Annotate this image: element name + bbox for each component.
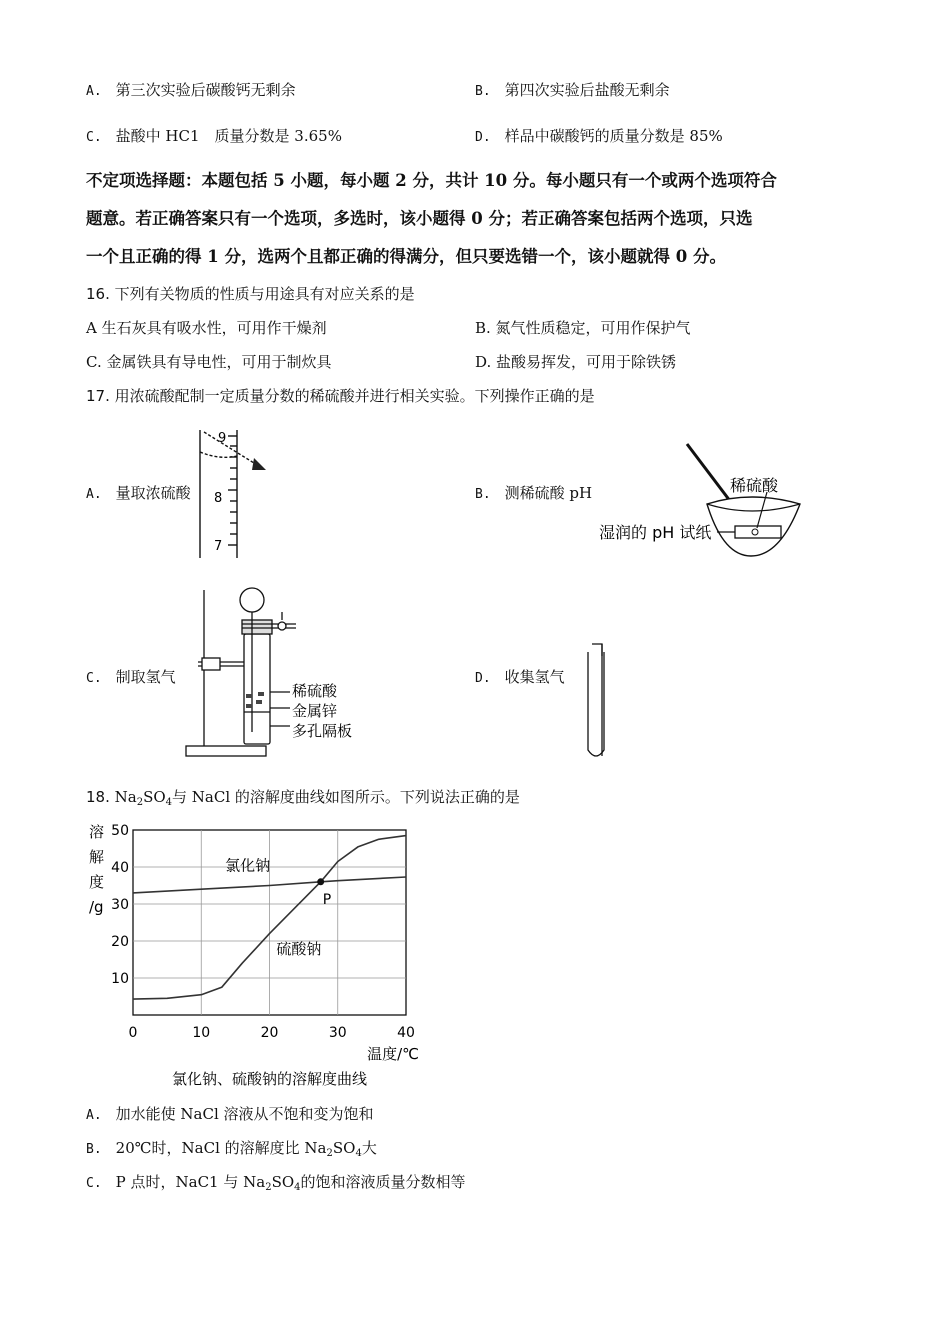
eye-icon [252, 458, 266, 470]
q18-option-b-label: B. [86, 1142, 102, 1157]
q18-option-b-pre: 20℃时，NaCl 的溶解度比 Na [115, 1139, 327, 1157]
q17-option-b-label: B. [475, 487, 491, 502]
solubility-chart [86, 820, 426, 1090]
nacl-series-label: 氯化钠 [225, 856, 271, 875]
q17-option-d-label: D. [475, 671, 491, 686]
test-tube-figure [580, 640, 620, 766]
section-instructions-line-2: 题意。若正确答案只有一个选项，多选时，该小题得 0 分；若正确答案包括两个选项，只选 [86, 209, 753, 228]
cylinder-mark-7: 7 [214, 539, 223, 554]
q17-number: 17 [86, 387, 106, 405]
x-tick-label: 0 [128, 1025, 138, 1041]
q17-option-d [475, 667, 565, 689]
q18-number: 18 [86, 788, 106, 806]
q17-option-c-label: C. [86, 671, 102, 686]
hydrogen-apparatus-figure [180, 584, 365, 762]
q18-stem [86, 787, 520, 807]
q15-option-d [475, 126, 723, 148]
q15-option-d-text: 样品中碳酸钙的质量分数是 85% [504, 127, 723, 145]
q18-option-c-label: C. [86, 1176, 102, 1191]
na2so4-series-label: 硫酸钠 [276, 939, 322, 958]
q15-option-b-text: 第四次实验后盐酸无剩余 [504, 81, 670, 99]
q16-option-a: A 生石灰具有吸水性，可用作干燥剂 [86, 319, 327, 337]
point-p-label: P [322, 891, 332, 908]
apparatus-acid-label: 稀硫酸 [292, 682, 338, 700]
y-tick-label: 10 [111, 971, 129, 987]
q15-option-a-label: A. [86, 84, 102, 99]
q16-stem-text: . 下列有关物质的性质与用途具有对应关系的是 [105, 285, 415, 303]
chart-title: 氯化钠、硫酸钠的溶解度曲线 [171, 1070, 368, 1088]
q15-option-b-label: B. [475, 84, 491, 99]
y-axis-label-char: 溶 [89, 823, 105, 841]
y-axis-label-char: /g [89, 898, 104, 916]
cylinder-mark-9: 9 [218, 431, 227, 446]
q18-option-b [86, 1138, 377, 1160]
q17-stem-text: . 用浓硫酸配制一定质量分数的稀硫酸并进行相关实验。下列操作正确的是 [105, 387, 595, 405]
q15-option-a [86, 80, 296, 102]
q16-stem [86, 284, 415, 304]
y-axis-label-char: 解 [89, 848, 105, 866]
x-axis-label: 温度/℃ [367, 1045, 419, 1063]
q16-option-b: B. 氮气性质稳定，可用作保护气 [475, 319, 691, 337]
q18-option-c-sub-1: 2 [265, 1182, 272, 1193]
q17-option-c [86, 667, 176, 689]
q18-stem-post: 与 NaCl 的溶解度曲线如图所示。下列说法正确的是 [172, 788, 520, 806]
q17-option-b-text: 测稀硫酸 pH [504, 484, 593, 502]
q15-option-c [86, 126, 342, 148]
q18-option-b-sub-2: 4 [355, 1148, 362, 1159]
ph-paper-label: 湿润的 pH 试纸 [599, 523, 712, 542]
q15-option-c-label: C. [86, 130, 102, 145]
q18-stem-mid: SO [143, 788, 166, 806]
apparatus-zinc-label: 金属锌 [292, 702, 338, 720]
ph-test-figure [595, 440, 810, 560]
q18-option-c [86, 1172, 466, 1194]
q18-option-a-label: A. [86, 1108, 102, 1123]
graduated-cylinder-figure [190, 426, 280, 560]
q16-option-d: D. 盐酸易挥发，可用于除铁锈 [475, 353, 677, 371]
q15-option-b [475, 80, 670, 102]
q18-option-b-post: 大 [361, 1139, 377, 1157]
section-instructions-line-1: 不定项选择题：本题包括 5 小题，每小题 2 分，共计 10 分。每小题只有一个或两个选项符合 [86, 171, 777, 190]
cylinder-mark-8: 8 [214, 491, 223, 506]
q17-option-a-label: A. [86, 487, 102, 502]
x-tick-label: 20 [260, 1025, 279, 1041]
q18-stem-sub-1: 2 [136, 797, 144, 808]
x-tick-label: 10 [192, 1025, 211, 1041]
section-instructions-line-3: 一个且正确的得 1 分，选两个且都正确的得满分，但只要选错一个，该小题就得 0 分。 [86, 247, 726, 266]
y-tick-label: 30 [111, 897, 129, 913]
ph-acid-label: 稀硫酸 [730, 476, 779, 495]
y-tick-label: 40 [111, 860, 129, 876]
y-tick-label: 50 [111, 823, 129, 839]
q18-option-a-text: 加水能使 NaCl 溶液从不饱和变为饱和 [115, 1105, 374, 1123]
x-tick-label: 30 [328, 1025, 347, 1041]
q18-stem-sub-2: 4 [165, 797, 173, 808]
y-tick-label: 20 [111, 934, 129, 950]
q16-option-c: C. 金属铁具有导电性，可用于制炊具 [86, 353, 332, 371]
q17-option-a [86, 483, 191, 505]
x-tick-label: 40 [397, 1025, 415, 1041]
q18-option-c-sub-2: 4 [294, 1182, 301, 1193]
q17-option-d-text: 收集氢气 [504, 668, 565, 686]
q17-stem [86, 386, 595, 406]
q15-option-c-text: 盐酸中 HC1 质量分数是 3.65% [115, 127, 342, 145]
q16-number: 16 [86, 285, 106, 303]
q18-stem-pre: . Na [105, 788, 137, 806]
q17-option-b [475, 483, 592, 505]
q18-option-b-sub-1: 2 [326, 1148, 333, 1159]
q17-option-a-text: 量取浓硫酸 [115, 484, 191, 502]
q18-option-a [86, 1104, 374, 1126]
y-axis-label-char: 度 [89, 873, 105, 891]
q15-option-a-text: 第三次实验后碳酸钙无剩余 [115, 81, 296, 99]
q18-option-c-pre: P 点时，NaC1 与 Na [115, 1173, 266, 1191]
apparatus-plate-label: 多孔隔板 [292, 722, 353, 740]
q18-option-c-post: 的饱和溶液质量分数相等 [300, 1173, 466, 1191]
q17-option-c-text: 制取氢气 [115, 668, 176, 686]
intersection-point-p [317, 878, 324, 885]
q18-option-c-mid: SO [271, 1173, 295, 1191]
q15-option-d-label: D. [475, 130, 491, 145]
q18-option-b-mid: SO [332, 1139, 356, 1157]
